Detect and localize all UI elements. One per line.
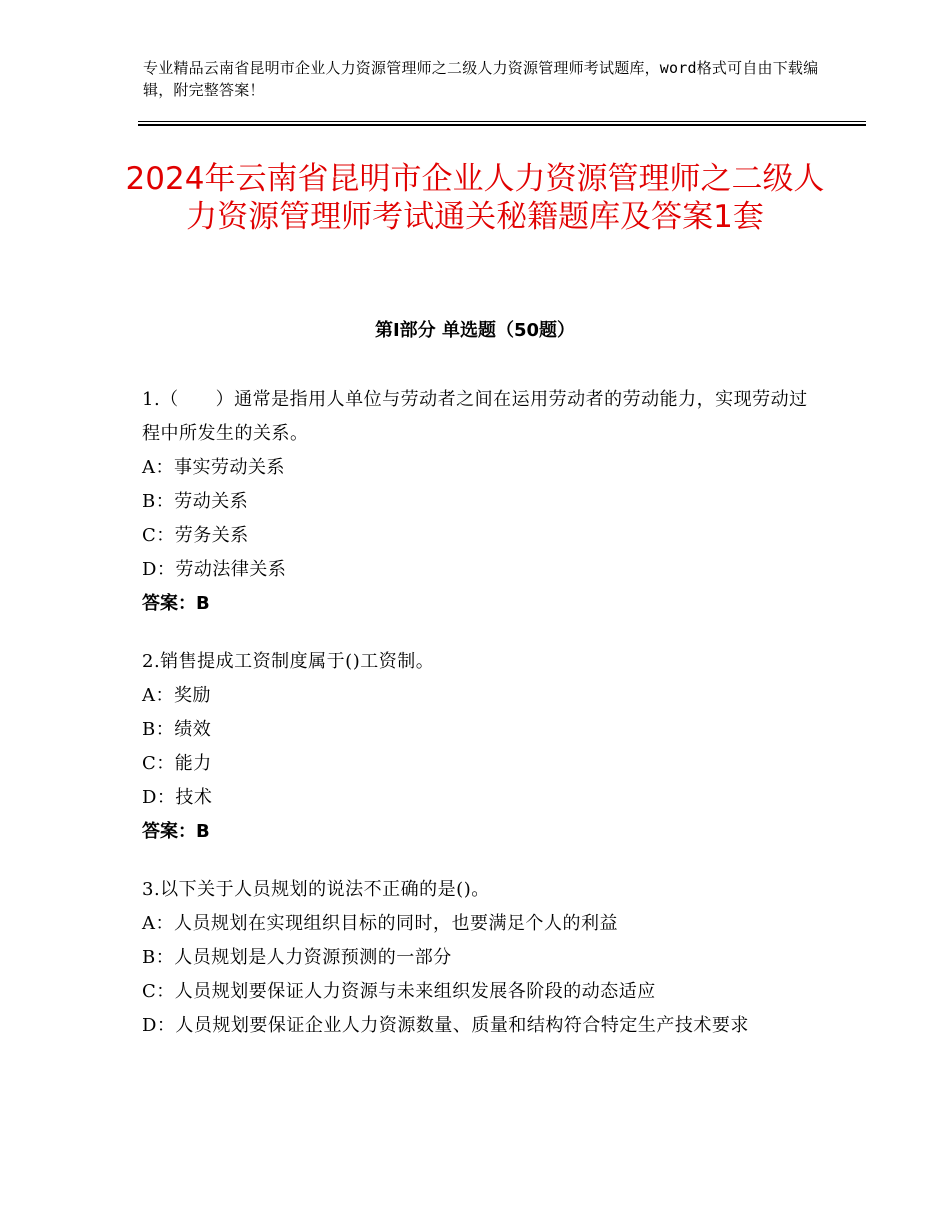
option-d: D：劳动法律关系: [142, 559, 287, 580]
option-b: B：人员规划是人力资源预测的一部分: [142, 947, 452, 968]
question-2: [142, 645, 822, 849]
answer-line: 答案：B: [142, 821, 210, 842]
question-3: [142, 873, 822, 1043]
question-list: [142, 383, 822, 1067]
option-c: C：人员规划要保证人力资源与未来组织发展各阶段的动态适应: [142, 981, 656, 1002]
option-c: C：能力: [142, 753, 212, 774]
option-d: D：人员规划要保证企业人力资源数量、质量和结构符合特定生产技术要求: [142, 1015, 749, 1036]
option-b: B：绩效: [142, 719, 212, 740]
question-stem: 1.（ ）通常是指用人单位与劳动者之间在运用劳动者的劳动能力，实现劳动过程中所发生的关系。: [142, 389, 808, 444]
header-divider: [138, 121, 866, 126]
header-note: 专业精品云南省昆明市企业人力资源管理师之二级人力资源管理师考试题库，word格式可自由下载编辑，附完整答案！: [143, 59, 819, 99]
question-stem: 3.以下关于人员规划的说法不正确的是()。: [142, 879, 490, 900]
option-a: A：人员规划在实现组织目标的同时，也要满足个人的利益: [142, 913, 618, 934]
option-a: A：奖励: [142, 685, 211, 706]
section-heading: 第Ⅰ部分 单选题（50题）: [374, 320, 575, 341]
question-1: [142, 383, 822, 621]
document-title: 2024年云南省昆明市企业人力资源管理师之二级人力资源管理师考试通关秘籍题库及答案1套: [125, 161, 825, 235]
option-d: D：技术: [142, 787, 213, 808]
question-stem: 2.销售提成工资制度属于()工资制。: [142, 651, 435, 672]
option-a: A：事实劳动关系: [142, 457, 285, 478]
answer-line: 答案：B: [142, 593, 210, 614]
option-c: C：劳务关系: [142, 525, 249, 546]
option-b: B：劳动关系: [142, 491, 249, 512]
